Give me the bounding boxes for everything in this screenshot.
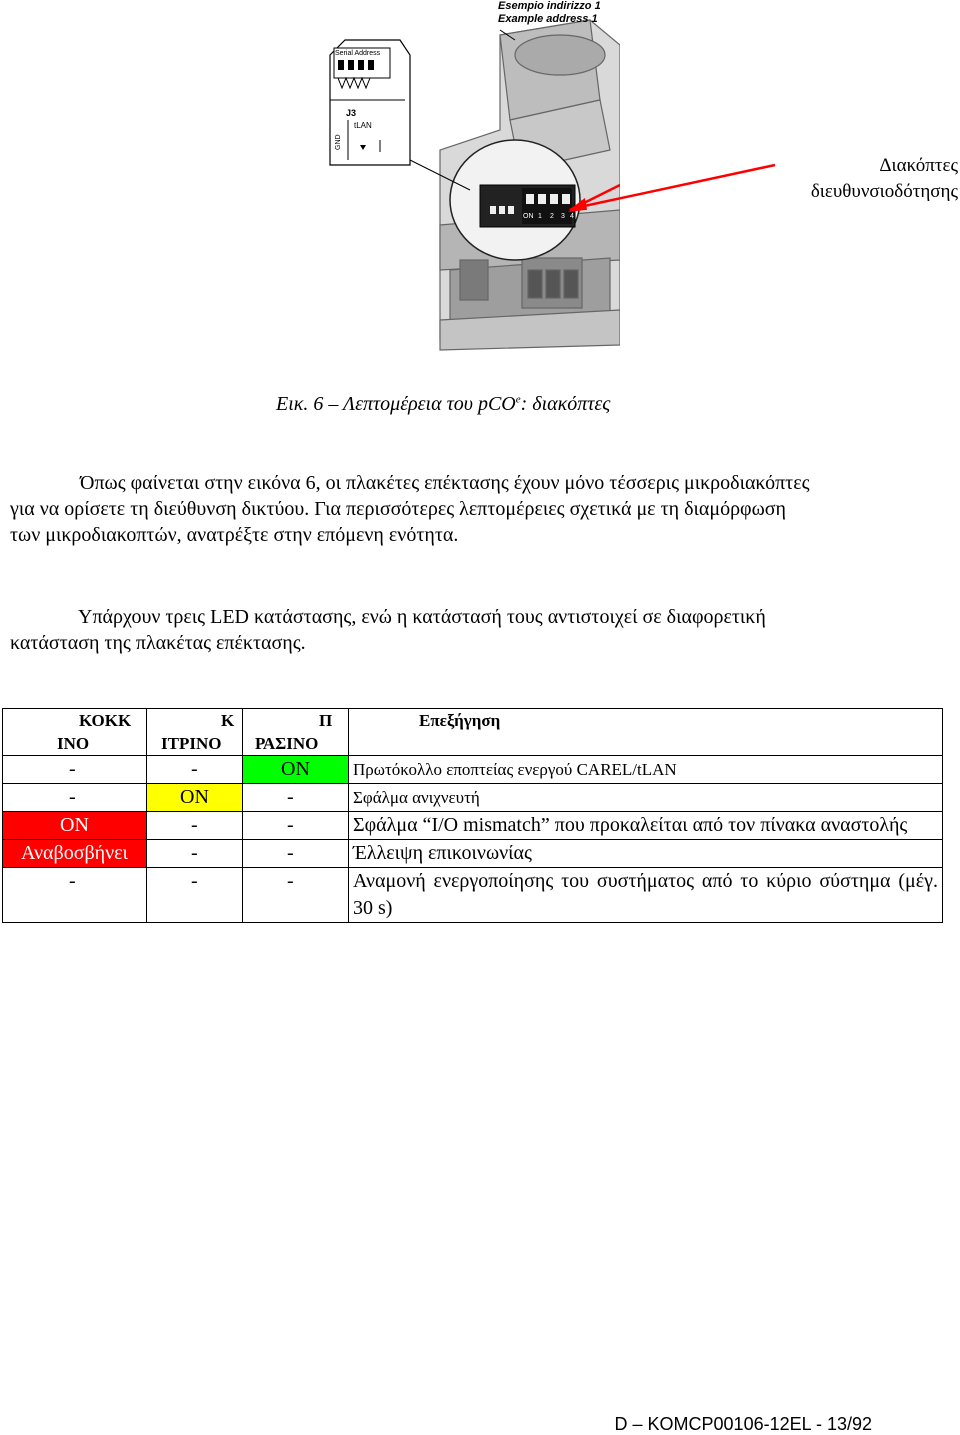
header-red-line-2: ΙΝΟ: [57, 734, 90, 753]
header-green-line-1: Π: [319, 711, 333, 730]
header-explanation: [349, 709, 943, 756]
header-red-line-1: ΚΟΚΚ: [79, 711, 132, 730]
j3-text: J3: [346, 108, 357, 118]
header-yellow-line-1: Κ: [221, 711, 235, 730]
switch-number-2: 2: [550, 213, 554, 220]
paragraph-2-line-2: κατάσταση της πλακέτας επέκτασης.: [10, 632, 306, 654]
led-status-table: [2, 708, 943, 923]
cell-yellow: ON: [147, 784, 243, 812]
cell-red: Αναβοσβήνει: [3, 840, 147, 868]
cell-yellow: -: [147, 840, 243, 868]
table-row: [3, 784, 943, 812]
table-row: [3, 868, 943, 923]
cell-red: -: [3, 868, 147, 923]
callout-arrow: [565, 160, 785, 220]
paragraph-1-line-2: για να ορίσετε τη διεύθυνση δικτύου. Για περισσότερες λεπτομέρειες σχετικά με τη διαμόρφωση: [10, 498, 786, 520]
cell-red: -: [3, 784, 147, 812]
caption-superscript: e: [515, 393, 521, 406]
cell-green: ON: [243, 756, 349, 784]
cell-green: -: [243, 868, 349, 923]
caption-suffix: : διακόπτες: [520, 393, 611, 415]
switch-number-4: 4: [570, 213, 574, 220]
callout-text: [811, 153, 958, 205]
table-row: [3, 812, 943, 840]
serial-address-text: Serial Address: [335, 50, 381, 57]
paragraph-1-line-1: Όπως φαίνεται στην εικόνα 6, οι πλακέτες επέκτασης έχουν μόνο τέσσερις μικροδιακόπτες: [80, 472, 810, 494]
cell-red: -: [3, 756, 147, 784]
header-yellow-line-2: ΙΤΡΙΝΟ: [161, 734, 222, 753]
example-label-en: Example address 1: [498, 13, 598, 25]
page-footer: D – KOMCP00106-12EL - 13/92: [614, 1414, 872, 1434]
figure-caption: [276, 393, 610, 416]
cell-explanation: Πρωτόκολλο εποπτείας ενεργού CAREL/tLAN: [349, 756, 943, 784]
cell-explanation: Έλλειψη επικοινωνίας: [349, 840, 943, 868]
header-green: [243, 709, 349, 756]
table-row: [3, 756, 943, 784]
table-header-row: [3, 709, 943, 756]
cell-explanation: Σφάλμα “I/O mismatch” που προκαλείται από τον πίνακα αναστολής: [349, 812, 943, 840]
paragraph-2-line-1: Υπάρχουν τρεις LED κατάστασης, ενώ η κατάστασή τους αντιστοιχεί σε διαφορετική: [78, 606, 766, 628]
example-label-it: Esempio indirizzo 1: [498, 0, 601, 12]
caption-prefix: Εικ. 6 – Λεπτομέρεια του pCO: [276, 393, 516, 415]
tlan-text: tLAN: [354, 121, 372, 130]
paragraph-1-line-3: των μικροδιακοπτών, ανατρέξτε στην επόμενη ενότητα.: [10, 524, 459, 546]
gnd-text: GND: [335, 134, 342, 150]
switch-on-text: ON: [523, 213, 534, 220]
paragraph-1: [10, 470, 935, 548]
cell-yellow: -: [147, 868, 243, 923]
cell-green: -: [243, 784, 349, 812]
paragraph-2: [10, 604, 935, 656]
cell-yellow: -: [147, 812, 243, 840]
cell-green: -: [243, 840, 349, 868]
header-red: [3, 709, 147, 756]
switch-number-1: 1: [538, 213, 542, 220]
cell-explanation: Σφάλμα ανιχνευτή: [349, 784, 943, 812]
header-explanation-text: Επεξήγηση: [419, 711, 501, 730]
cell-red: ON: [3, 812, 147, 840]
cell-green: -: [243, 812, 349, 840]
callout-line-2: διευθυνσιοδότησης: [810, 181, 958, 202]
switch-number-3: 3: [561, 213, 565, 220]
callout-line-1: Διακόπτες: [879, 155, 958, 176]
table-row: [3, 840, 943, 868]
header-green-line-2: ΡΑΣΙΝΟ: [255, 734, 319, 753]
cell-explanation: Αναμονή ενεργοποίησης του συστήματος από το κύριο σύστημα (μέγ. 30 s): [349, 868, 943, 923]
header-yellow: [147, 709, 243, 756]
cell-yellow: -: [147, 756, 243, 784]
